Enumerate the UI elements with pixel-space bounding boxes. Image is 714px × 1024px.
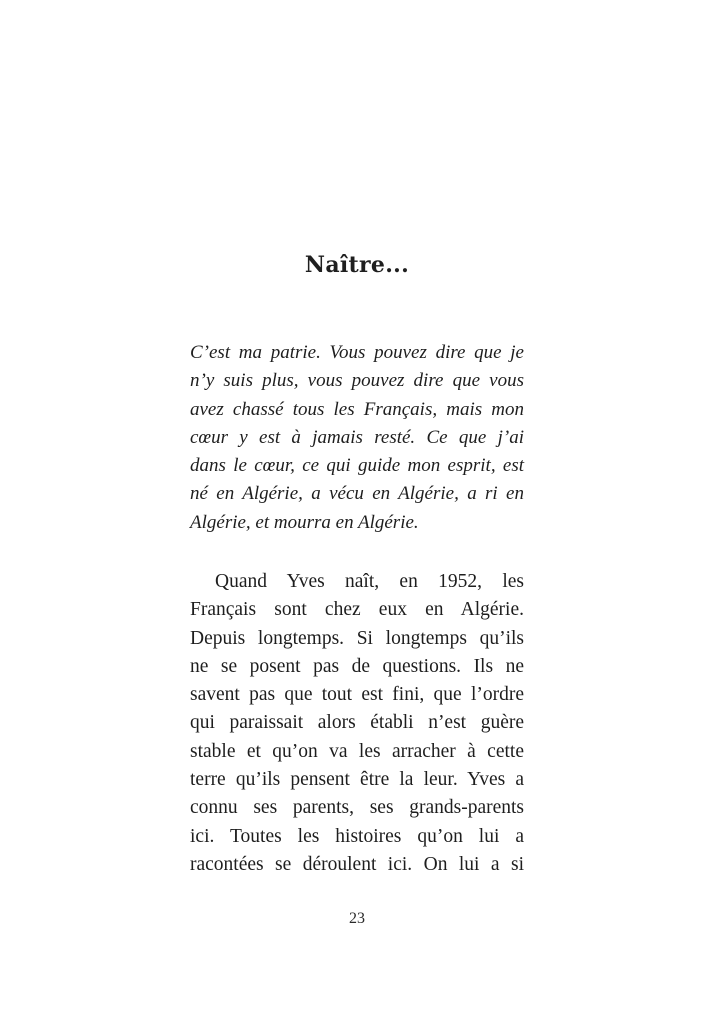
- epigraph-line: C’est ma patrie. Vous pouvez dire que je: [190, 342, 524, 363]
- epigraph-line: cœur y est à jamais resté. Ce que j’ai: [190, 426, 524, 448]
- body-line: stable et qu’on va les arracher à cette: [190, 740, 524, 762]
- body-line: ne se posent pas de questions. Ils ne: [190, 655, 524, 677]
- epigraph-line: Algérie, et mourra en Algérie.: [190, 511, 419, 533]
- epigraph: [190, 339, 524, 537]
- chapter-title: Naître...: [304, 252, 410, 278]
- body-line: connu ses parents, ses grands-parents: [190, 797, 524, 819]
- epigraph-line: avez chassé tous les Français, mais mon: [190, 398, 524, 420]
- epigraph-line: n’y suis plus, vous pouvez dire que vous: [190, 370, 524, 392]
- body-line: Français sont chez eux en Algérie.: [190, 599, 524, 621]
- body-line: ici. Toutes les histoires qu’on lui a: [190, 825, 524, 847]
- page-number: 23: [349, 910, 365, 927]
- body-paragraph: [190, 568, 524, 879]
- body-line: racontées se déroulent ici. On lui a si: [190, 853, 524, 875]
- body-line: savent pas que tout est fini, que l’ordre: [190, 684, 524, 706]
- epigraph-line: né en Algérie, a vécu en Algérie, a ri en: [190, 483, 524, 505]
- body-line: qui paraissait alors établi n’est guère: [190, 712, 524, 734]
- body-line: terre qu’ils pensent être la leur. Yves a: [190, 769, 524, 791]
- body-line: Quand Yves naît, en 1952, les: [215, 571, 524, 592]
- epigraph-line: dans le cœur, ce qui guide mon esprit, est: [190, 455, 524, 477]
- body-line: Depuis longtemps. Si longtemps qu’ils: [190, 627, 524, 649]
